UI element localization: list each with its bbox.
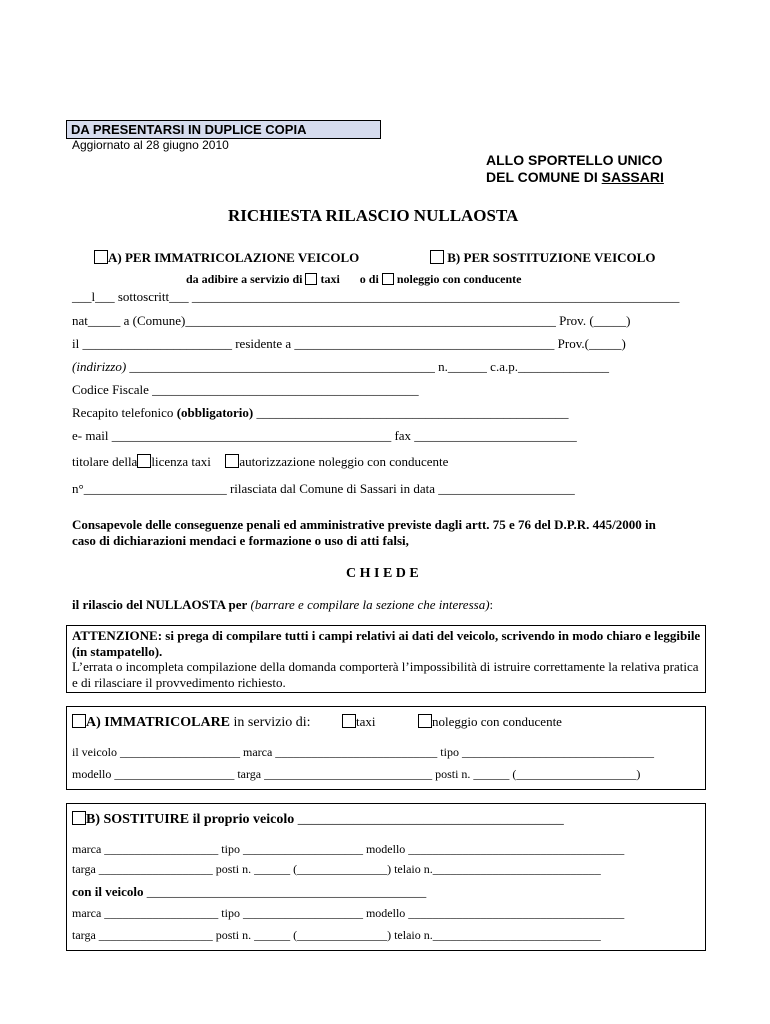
holder-licence-label: licenza taxi [151,454,211,469]
section-b-checkbox[interactable] [72,811,86,825]
service-prefix: da adibire a servizio di [186,272,303,286]
applicant-name-line[interactable]: ___l___ sottoscritt___ ___________________________________________________________________________ [72,289,680,304]
section-a-checkbox[interactable] [72,714,86,728]
section-a-rental: noleggio con conducente [418,714,562,730]
attention-normal: L’errata o incompleta compilazione della domanda comporterà l’impossibilità di istruire correttamente la relativa pratica e di rilasciare il provvedimento richiesto. [72,659,699,690]
section-a-heading: A) IMMATRICOLARE in servizio di: [72,714,311,731]
option-b-checkbox[interactable] [430,250,444,264]
holder-authorization-checkbox[interactable] [225,454,239,468]
section-b-row1[interactable]: marca ___________________ tipo ____________________ modello ____________________________________ [72,842,625,856]
address-line[interactable]: (indirizzo) _______________________________________________ n.______ c.a.p.______________ [72,359,609,374]
holder-prefix: titolare della [72,454,138,469]
section-a-rental-checkbox[interactable] [418,714,432,728]
section-a-row2[interactable]: modello ____________________ targa ____________________________ posti n. ______ (____________________) [72,767,641,781]
section-a-taxi-checkbox[interactable] [342,714,356,728]
birthdate-residence-line[interactable]: il _______________________ residente a ________________________________________ Prov.(_____) [72,336,626,351]
service-taxi-label: taxi [320,272,340,286]
addressee-line2: DEL COMUNE DI SASSARI [486,169,664,185]
licence-number-line[interactable]: n°______________________ rilasciata dal Comune di Sassari in data _____________________ [72,481,575,496]
option-a[interactable] [94,250,359,266]
attention-bold: ATTENZIONE: si prega di compilare tutti i campi relativi ai dati del veicolo, scrivendo in modo chiaro e leggibile (in stampatello). [72,628,701,659]
section-b-row4[interactable]: targa ___________________ posti n. ______ (_______________) telaio n.____________________________ [72,928,601,942]
section-b-row3[interactable]: marca ___________________ tipo ____________________ modello ____________________________________ [72,906,625,920]
updated-date: Aggiornato al 28 giugno 2010 [72,138,229,152]
copy-notice: DA PRESENTARSI IN DUPLICE COPIA [66,120,381,139]
option-b[interactable] [430,250,655,266]
service-rental-label: noleggio con conducente [396,272,522,286]
service-or-label: o di [359,272,379,286]
declaration-text: Consapevole delle conseguenze penali ed amministrative previste dagli artt. 75 e 76 del D.P.R. 445/2000 in caso di dichiarazioni mendaci e formazione o uso di atti falsi, [72,517,656,548]
holder-row [72,454,448,470]
service-rental-checkbox[interactable] [382,273,394,285]
chiede-heading: C H I E D E [346,566,419,581]
option-a-label: A) PER IMMATRICOLAZIONE VEICOLO [108,250,360,265]
request-line: il rilascio del NULLAOSTA per (barrare e compilare la sezione che interessa): [72,597,494,612]
section-a-row1[interactable]: il veicolo ____________________ marca ___________________________ tipo ________________________________ [72,745,654,759]
tax-code-line[interactable]: Codice Fiscale _________________________________________ [72,382,419,397]
email-fax-line[interactable]: e- mail ___________________________________________ fax _________________________ [72,428,577,443]
section-a-taxi: taxi [342,714,376,730]
option-b-label: B) PER SOSTITUZIONE VEICOLO [447,250,656,265]
addressee-city: SASSARI [601,169,664,185]
section-b-with-vehicle[interactable]: con il veicolo ___________________________________________ [72,884,427,899]
birthplace-line[interactable]: nat_____ a (Comune)_________________________________________________________ Prov. (_____) [72,313,631,328]
phone-mandatory-label: (obbligatorio) [176,405,254,420]
address-label: (indirizzo) [72,359,127,374]
section-b-row2[interactable]: targa ___________________ posti n. ______ (_______________) telaio n.____________________________ [72,862,601,876]
option-a-checkbox[interactable] [94,250,108,264]
holder-licence-checkbox[interactable] [137,454,151,468]
service-type-row [186,272,521,287]
attention-text [72,628,702,690]
service-taxi-checkbox[interactable] [305,273,317,285]
phone-line[interactable]: Recapito telefonico (obbligatorio) ________________________________________________ [72,405,569,420]
holder-authorization-label: autorizzazione noleggio con conducente [239,454,449,469]
page-title: RICHIESTA RILASCIO NULLAOSTA [228,206,519,225]
section-b-heading: B) SOSTITUIRE il proprio veicolo ______________________________________ [72,811,564,828]
addressee-line1: ALLO SPORTELLO UNICO [486,152,663,168]
